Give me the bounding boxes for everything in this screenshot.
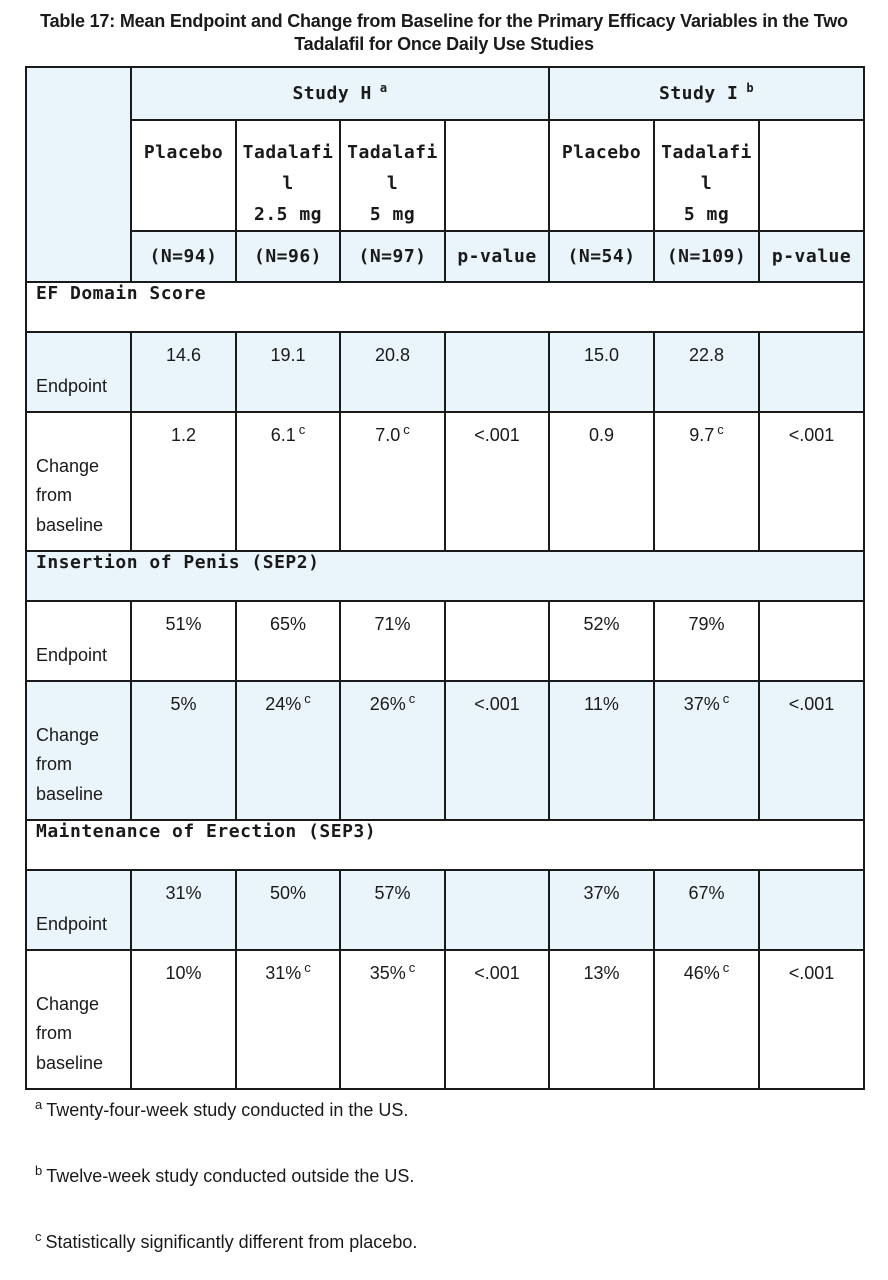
cell-value: 31% xyxy=(265,963,302,983)
section-title: Insertion of Penis (SEP2) xyxy=(26,551,864,601)
row-label xyxy=(26,681,131,820)
caption-line-1: Table 17: Mean Endpoint and Change from Baseline for the Primary Efficacy Variables in the Two xyxy=(40,11,848,31)
cell-value: 57% xyxy=(374,883,411,903)
arm-header-line: Tadalafi xyxy=(347,142,438,163)
arm-header-row xyxy=(26,120,864,231)
significance-mark: c xyxy=(408,691,416,706)
study-i-header-mark: b xyxy=(746,81,755,95)
cell-value: 35% xyxy=(369,963,406,983)
table-cell xyxy=(340,412,445,551)
n-count-2: (N=97) xyxy=(340,231,445,282)
footnote xyxy=(35,1163,415,1187)
study-header-row xyxy=(26,67,864,120)
arm-header-1 xyxy=(236,120,340,231)
arm-header-4 xyxy=(549,120,654,231)
table-cell xyxy=(236,332,340,412)
cell-value: 11% xyxy=(584,694,619,714)
table-cell xyxy=(445,332,549,412)
cell-value: 67% xyxy=(688,883,725,903)
study-h-header xyxy=(131,67,549,120)
table-cell xyxy=(549,412,654,551)
arm-header-6 xyxy=(759,120,864,231)
arm-header-line: 2.5 mg xyxy=(253,204,323,225)
table-cell xyxy=(654,870,759,950)
table-cell xyxy=(445,601,549,681)
cell-value: 9.7 xyxy=(689,425,715,445)
arm-header-line: Tadalafi xyxy=(242,142,334,163)
footnote-text: Twenty-four-week study conducted in the US. xyxy=(46,1100,409,1120)
arm-header-line: 5 mg xyxy=(369,204,416,225)
cell-value: <.001 xyxy=(788,694,835,714)
study-i-header xyxy=(549,67,864,120)
data-row xyxy=(26,870,864,950)
arm-header-line: l xyxy=(700,173,713,194)
table-cell xyxy=(131,412,236,551)
table-cell xyxy=(549,332,654,412)
footnote-mark: c xyxy=(35,1229,42,1244)
cell-value: <.001 xyxy=(788,963,835,983)
table-cell xyxy=(236,601,340,681)
table-cell xyxy=(340,681,445,820)
n-header-row xyxy=(26,231,864,282)
table-cell xyxy=(654,601,759,681)
cell-value: 65% xyxy=(269,614,307,634)
study-h-header-label: Study H xyxy=(292,83,372,104)
row-label-line: Endpoint xyxy=(36,913,108,934)
table-cell xyxy=(759,332,864,412)
cell-value: 46% xyxy=(683,963,720,983)
cell-value: 37% xyxy=(683,694,720,714)
table-cell xyxy=(445,950,549,1089)
table-cell xyxy=(340,950,445,1089)
cell-value: 37% xyxy=(583,883,620,903)
arm-header-line: Placebo xyxy=(143,142,224,163)
cell-value: 1.2 xyxy=(170,425,197,445)
table-cell xyxy=(131,601,236,681)
row-label-line: baseline xyxy=(36,514,104,535)
cell-value: 51% xyxy=(165,614,202,634)
table-cell xyxy=(759,601,864,681)
significance-mark: c xyxy=(717,422,724,437)
footnote xyxy=(35,1097,409,1121)
cell-value: 15.0 xyxy=(584,345,620,365)
arm-header-5 xyxy=(654,120,759,231)
row-label xyxy=(26,950,131,1089)
row-label xyxy=(26,601,131,681)
cell-value: 19.1 xyxy=(270,345,306,365)
table-cell xyxy=(759,950,864,1089)
study-h-header-mark: a xyxy=(379,81,388,95)
n-count-5: (N=109) xyxy=(654,231,759,282)
row-label-line: baseline xyxy=(36,1052,104,1073)
arm-header-line: Tadalafi xyxy=(661,142,752,163)
data-row xyxy=(26,412,864,551)
table-cell xyxy=(236,870,340,950)
cell-value: 24% xyxy=(265,694,302,714)
caption-line-2: Tadalafil for Once Daily Use Studies xyxy=(294,34,594,54)
section-title: Maintenance of Erection (SEP3) xyxy=(26,820,864,870)
row-label-line: Endpoint xyxy=(36,644,108,665)
table-cell xyxy=(445,870,549,950)
significance-mark: c xyxy=(722,691,730,706)
cell-value: 7.0 xyxy=(375,425,401,445)
table-cell xyxy=(654,681,759,820)
table-cell xyxy=(654,332,759,412)
row-label-line: Endpoint xyxy=(36,375,108,396)
row-label-line: Change xyxy=(36,455,100,476)
significance-mark: c xyxy=(298,422,306,437)
table-cell xyxy=(549,601,654,681)
significance-mark: c xyxy=(304,960,311,975)
cell-value: <.001 xyxy=(474,694,520,714)
row-label xyxy=(26,870,131,950)
row-label xyxy=(26,412,131,551)
section-row xyxy=(26,282,864,332)
arm-header-3 xyxy=(445,120,549,231)
table-caption xyxy=(0,10,888,56)
cell-value: <.001 xyxy=(474,425,520,445)
table-cell xyxy=(131,681,236,820)
cell-value: 13% xyxy=(583,963,620,983)
row-label-line: baseline xyxy=(36,783,104,804)
cell-value: 79% xyxy=(688,614,725,634)
row-label-line: Change xyxy=(36,724,100,745)
section-row xyxy=(26,551,864,601)
table-cell xyxy=(340,601,445,681)
data-row xyxy=(26,332,864,412)
cell-value: 20.8 xyxy=(374,345,411,365)
data-row xyxy=(26,950,864,1089)
section-title: EF Domain Score xyxy=(26,282,864,332)
cell-value: 71% xyxy=(374,614,411,634)
row-label-line: from xyxy=(36,1023,72,1043)
cell-value: 22.8 xyxy=(689,345,725,365)
arm-header-line: l xyxy=(386,173,399,194)
table-cell xyxy=(236,412,340,551)
corner-cell xyxy=(26,67,131,282)
table-cell xyxy=(131,870,236,950)
footnote-text: Twelve-week study conducted outside the US. xyxy=(46,1166,415,1186)
table-cell xyxy=(759,870,864,950)
row-label-line: from xyxy=(36,754,72,774)
table-cell xyxy=(654,950,759,1089)
cell-value: 50% xyxy=(269,883,307,903)
table-cell xyxy=(549,870,654,950)
significance-mark: c xyxy=(722,960,730,975)
table-cell xyxy=(131,332,236,412)
n-count-3: p-value xyxy=(445,231,549,282)
arm-header-line: l xyxy=(282,173,294,194)
footnote-text: Statistically significantly different from placebo. xyxy=(45,1232,418,1252)
arm-header-line: Placebo xyxy=(561,142,642,163)
significance-mark: c xyxy=(408,960,416,975)
n-count-6: p-value xyxy=(759,231,864,282)
section-row xyxy=(26,820,864,870)
cell-value: 31% xyxy=(165,883,202,903)
row-label xyxy=(26,332,131,412)
table-cell xyxy=(131,950,236,1089)
significance-mark: c xyxy=(304,691,311,706)
cell-value: 14.6 xyxy=(165,345,202,365)
data-row xyxy=(26,601,864,681)
arm-header-line: 5 mg xyxy=(683,204,730,225)
efficacy-table xyxy=(25,66,865,1090)
n-count-4: (N=54) xyxy=(549,231,654,282)
data-row xyxy=(26,681,864,820)
table-cell xyxy=(759,412,864,551)
footnote-mark: b xyxy=(35,1163,43,1178)
cell-value: 6.1 xyxy=(270,425,296,445)
n-count-1: (N=96) xyxy=(236,231,340,282)
arm-header-2 xyxy=(340,120,445,231)
cell-value: 26% xyxy=(369,694,406,714)
cell-value: 0.9 xyxy=(589,425,615,445)
table-cell xyxy=(236,950,340,1089)
cell-value: <.001 xyxy=(788,425,835,445)
cell-value: 52% xyxy=(583,614,620,634)
cell-value: 5% xyxy=(170,694,197,714)
table-cell xyxy=(445,412,549,551)
table-cell xyxy=(759,681,864,820)
footnote-mark: a xyxy=(35,1097,43,1112)
row-label-line: from xyxy=(36,485,72,505)
table-cell xyxy=(236,681,340,820)
row-label-line: Change xyxy=(36,993,100,1014)
table-cell xyxy=(340,332,445,412)
significance-mark: c xyxy=(403,422,410,437)
footnote xyxy=(35,1229,418,1253)
table-cell xyxy=(340,870,445,950)
study-i-header-label: Study I xyxy=(658,83,739,104)
table-cell xyxy=(549,681,654,820)
table-cell xyxy=(549,950,654,1089)
cell-value: <.001 xyxy=(474,963,520,983)
n-count-0: (N=94) xyxy=(131,231,236,282)
table-cell xyxy=(445,681,549,820)
cell-value: 10% xyxy=(165,963,202,983)
arm-header-0 xyxy=(131,120,236,231)
table-cell xyxy=(654,412,759,551)
